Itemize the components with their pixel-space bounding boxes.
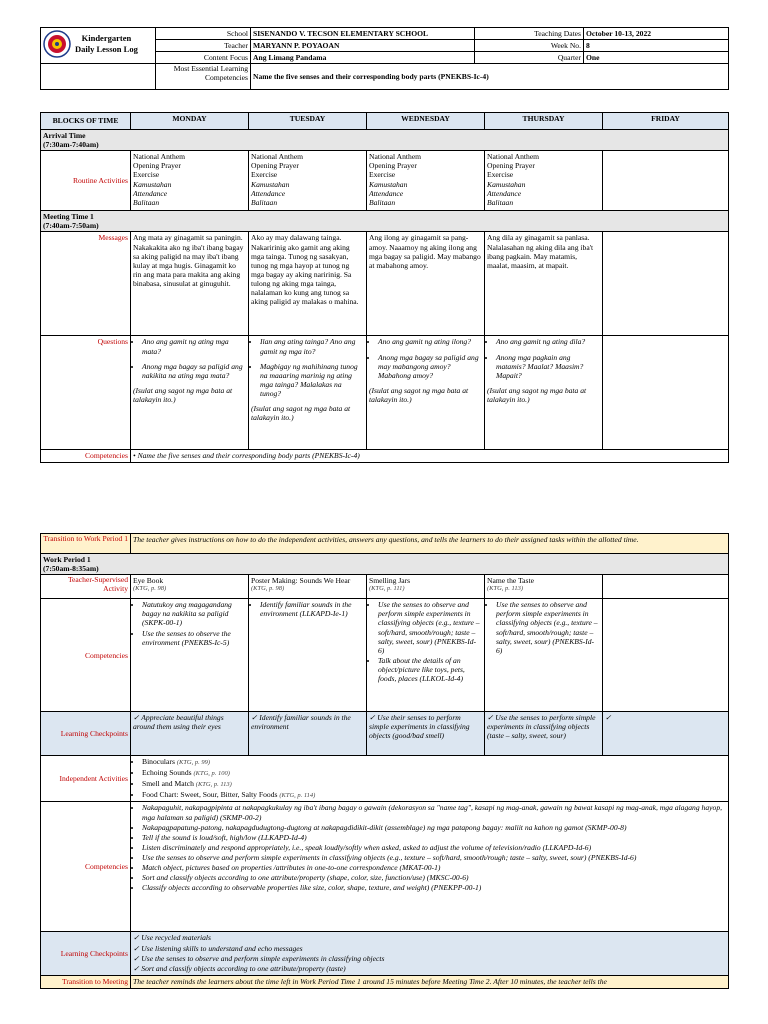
day-friday: FRIDAY: [603, 113, 729, 130]
day-monday: MONDAY: [131, 113, 249, 130]
routine-item: Balitaan: [487, 197, 514, 207]
ia-item: • Echoing Sounds (KTG, p. 100): [142, 768, 726, 778]
routine-friday: [603, 151, 729, 211]
header-title-1: Kindergarten: [81, 32, 132, 43]
question-item: • Anong mga bagay sa paligid ang may mabangong amoy? Mabahong amoy?: [378, 353, 482, 380]
ia-list: [131, 756, 729, 802]
schedule-table-2: [40, 533, 729, 989]
schedule-table-1: [40, 112, 729, 463]
week-value: 8: [584, 40, 729, 52]
routine-wednesday: [367, 151, 485, 211]
routine-tuesday: [249, 151, 367, 211]
work-period-row: [41, 554, 729, 575]
lc-thursday: ✓ Use the senses to perform simple experiments in classifying objects (taste – salty, sweet, sour): [485, 712, 603, 756]
lc-wednesday: ✓ Use their senses to perform simple experiments in classifying objects (good/bad smell): [367, 712, 485, 756]
questions-wednesday: [367, 336, 485, 450]
arrival-title: Arrival Time: [43, 131, 86, 140]
routine-item: National Anthem: [369, 152, 422, 162]
routine-item: Opening Prayer: [369, 161, 417, 171]
routine-item: Opening Prayer: [487, 161, 535, 171]
message-wednesday: Ang ilong ay ginagamit sa pang-amoy. Naaamoy ng aking ilong ang mga bagay sa paligid. May mabango at mabahong amoy.: [367, 232, 485, 336]
routine-thursday: [485, 151, 603, 211]
routine-item: Exercise: [133, 170, 160, 180]
routine-item: Kamustahan: [487, 179, 526, 189]
quarter-value: One: [584, 52, 729, 64]
meeting-title: Meeting Time 1: [43, 212, 94, 222]
routine-item: Opening Prayer: [251, 161, 299, 171]
routine-item: National Anthem: [133, 152, 186, 162]
week-label: Week No.: [475, 40, 584, 52]
competencies-text: Name the five senses and their corresponding body parts (PNEKBS-Ic-4): [137, 451, 360, 461]
arrival-time: (7:30am-7:40am): [43, 140, 99, 150]
activity-friday: [603, 575, 729, 599]
routine-item: Balitaan: [251, 197, 278, 207]
blocks-of-time-header: BLOCKS OF TIME: [41, 113, 131, 130]
question-note: (Isulat ang sagot ng mga bata at talakayin ito.): [133, 385, 233, 404]
ia-item: • Smell and Match (KTG, p. 113): [142, 779, 726, 789]
dates-value: October 10-13, 2022: [584, 28, 729, 40]
routine-item: Balitaan: [133, 197, 160, 207]
activity-monday: Eye Book (KTG, p. 98): [131, 575, 249, 599]
transition-work-text: The teacher gives instructions on how to do the independent activities, answers any questions, and tells the learners to do their assigned tasks within the allotted time.: [131, 534, 729, 554]
question-item: • Ano ang gamit ng ating dila?: [496, 337, 600, 346]
competencies-label: Competencies: [41, 450, 131, 463]
lc-monday: ✓ Appreciate beautiful things around them using their eyes: [131, 712, 249, 756]
question-item: • Anong mga bagay sa paligid ang nakikita na ating mga mata?: [142, 362, 246, 380]
questions-label: Questions: [41, 336, 131, 450]
school-value: SISENANDO V. TECSON ELEMENTARY SCHOOL: [251, 28, 475, 40]
routine-item: Exercise: [487, 170, 514, 180]
routine-monday: [131, 151, 249, 211]
day-tuesday: TUESDAY: [249, 113, 367, 130]
ia-checkpoints-label: Learning Checkpoints: [41, 932, 131, 976]
questions-tuesday: [249, 336, 367, 450]
question-item: • Magbigay ng mahihinang tunog na maaaring marinig ng ating mga tainga? Malalakas na tunog?: [260, 362, 364, 398]
transition-work-label: Transition to Work Period 1: [41, 534, 131, 554]
school-label: School: [156, 28, 251, 40]
wp-checkpoints-label: Learning Checkpoints: [41, 712, 131, 756]
messages-label: Messages: [41, 232, 131, 336]
transition-meeting-text: The teacher reminds the learners about the time left in Work Period Time 1 around 15 minutes before Meeting Time 2. After 10 minutes, the teacher tells the: [131, 976, 729, 988]
questions-thursday: [485, 336, 603, 450]
question-item: • Ilan ang ating tainga? Ano ang gamit ng mga ito?: [260, 337, 364, 355]
day-wednesday: WEDNESDAY: [367, 113, 485, 130]
routine-item: Opening Prayer: [133, 161, 181, 171]
lc-friday: [603, 712, 729, 756]
routine-item: Attendance: [369, 188, 404, 198]
activity-wednesday: Smelling Jars (KTG, p. 111): [367, 575, 485, 599]
lc-tuesday: ✓ Identify familiar sounds in the environment: [249, 712, 367, 756]
routine-item: Attendance: [487, 188, 522, 198]
ia-label: Independent Activities: [41, 756, 131, 802]
deped-seal-icon: [43, 30, 71, 58]
work-time: (7:50am-8:35am): [43, 564, 99, 574]
question-item: • Ano ang gamit ng ating ilong?: [378, 337, 482, 346]
wp-comp-tuesday: • Identify familiar sounds in the environment (LLKAPD-Ie-1): [249, 599, 367, 712]
wp-comp-friday: [603, 599, 729, 712]
routine-item: Exercise: [251, 170, 278, 180]
question-note: (Isulat ang sagot ng mga bata at talakayin ito.): [369, 385, 469, 404]
meeting-time: (7:40am-7:50am): [43, 221, 99, 231]
teacher-label: Teacher: [156, 40, 251, 52]
routine-item: Kamustahan: [133, 179, 172, 189]
ia-item: • Food Chart: Sweet, Sour, Bitter, Salty Foods (KTG, p. 114): [142, 790, 726, 800]
content-focus-value: Ang Limang Pandama: [251, 52, 475, 64]
message-monday: Ang mata ay ginagamit sa paningin. Nakakakita ako ng iba't ibang bagay sa aking paligid na may iba't ibang kulay at mga hugis. Ginagamit ko rin ang mata para makita ang aking binabasa, sinusulat at ginuguhit.: [131, 232, 249, 336]
melc-label: Most Essential Learning Competencies: [156, 64, 251, 90]
header-title-2: Daily Lesson Log: [75, 44, 138, 54]
day-thursday: THURSDAY: [485, 113, 603, 130]
question-item: • Anong mga pagkain ang matamis? Maalat? Maasim? Mapait?: [496, 353, 600, 380]
tsa-label: Teacher-Supervised Activity: [41, 575, 131, 599]
message-friday: [603, 232, 729, 336]
work-title: Work Period 1: [43, 555, 91, 564]
routine-item: Kamustahan: [369, 179, 408, 189]
quarter-label: Quarter: [475, 52, 584, 64]
activity-tuesday: Poster Making: Sounds We Hear (KTG, p. 98): [249, 575, 367, 599]
wp-comp-thursday: • Use the senses to observe and perform simple experiments in classifying objects (e.g., texture – soft/hard, smooth/rough; taste – salty, sweet, sour) (PNEKBS-Id-6): [485, 599, 603, 712]
routine-item: National Anthem: [487, 152, 540, 162]
transition-meeting-label: Transition to Meeting: [41, 976, 131, 988]
question-note: (Isulat ang sagot ng mga bata at talakayin ito.): [251, 404, 351, 423]
ia-checkpoints: ✓ Use recycled materials ✓ Use listening skills to understand and echo messages ✓ Use the senses to observe and perform simple experiments in classifying objects ✓ Sort and classify objects according to one attribute/property (taste): [131, 932, 729, 976]
routine-item: Attendance: [251, 188, 286, 198]
wp-comp-monday: • Natutukoy ang magagandang bagay na nakikita sa paligid (SKPK-00-1) • Use the senses to observe the environment (PNEKBS-Ic-5): [131, 599, 249, 712]
message-tuesday: Ako ay may dalawang tainga. Nakaririnig ako gamit ang aking mga tainga. Tunog ng sasakyan, tunog ng mga hayop at tunog ng mga bagay ay aking naririnig. Sa tulong ng aking mga tainga, nalalaman ko kung ang tunog sa aking paligid ay malakas o mahina.: [249, 232, 367, 336]
routine-item: Exercise: [369, 170, 396, 180]
melc-value: Name the five senses and their corresponding body parts (PNEKBS-Ic-4): [251, 64, 729, 90]
message-thursday: Ang dila ay ginagamit sa panlasa. Nalalasahan ng aking dila ang iba't ibang pagkain. May matamis, maalat, maasim, at mapait.: [485, 232, 603, 336]
arrival-time-row: [41, 130, 729, 151]
ia-item: • Binoculars (KTG, p. 99): [142, 757, 726, 767]
question-item: • Ano ang gamit ng ating mga mata?: [142, 337, 246, 355]
questions-friday: [603, 336, 729, 450]
routine-label: Routine Activities: [41, 151, 131, 211]
question-note: (Isulat ang sagot ng mga bata at talakayin ito.): [487, 385, 587, 404]
questions-monday: [131, 336, 249, 450]
dates-label: Teaching Dates: [475, 28, 584, 40]
header-logo-cell: [41, 28, 156, 64]
routine-item: Balitaan: [369, 197, 396, 207]
meeting-time-row: [41, 211, 729, 232]
content-focus-label: Content Focus: [156, 52, 251, 64]
competencies-value: • Name the five senses and their corresponding body parts (PNEKBS-Ic-4): [131, 450, 729, 463]
activity-thursday: Name the Taste (KTG, p. 113): [485, 575, 603, 599]
wp-comp-wednesday: • Use the senses to observe and perform simple experiments in classifying objects (e.g., texture – soft/hard, smooth/rough; taste – salty, sweet, sour) (PNEKBS-Id-6) • Talk about the details of an object/picture like toys, pets, foods, places (LLKOL-Id-4): [367, 599, 485, 712]
teacher-value: MARYANN P. POYAOAN: [251, 40, 475, 52]
wp-competencies-label: Competencies: [41, 599, 131, 712]
routine-item: Attendance: [133, 188, 168, 198]
ia-competencies-label: Competencies: [41, 802, 131, 932]
header-table: [40, 27, 729, 90]
routine-item: Kamustahan: [251, 179, 290, 189]
routine-item: National Anthem: [251, 152, 304, 162]
ia-competencies: • Nakapaguhit, nakapagpipinta at nakapagkukulay ng iba't ibang bagay o gawain (dekorasyon sa "name tag", kasapi ng mag-anak, gawain ng bawat kasapi ng mag-anak, mga alagang hayop, mga halaman sa paligid) (SKMP-00-2) • Nakapagpapatung-patong, nakapagdudugtong-dugtong at nakapagdidikit-dikit (assemblage) ng mga patapong bagay: maliit na kahon ng gamot (SKMP-00-8) • Tell if the sound is loud/soft, high/low (LLKAPD-Id-4) • Listen discriminately and respond appropriately, i.e., speak loudly/softly when asked, asked to adjust the volume of television/radio (LLKAPD-Id-6) • Use the senses to observe and perform simple experiments in classifying objects (e.g., texture – soft/hard, smooth/rough; taste – salty, sweet, sour) (PNEKBS-Id-6) • Match object, pictures based on properties /attributes in one-to-one correspondence (MKAT-00-1) • Sort and classify objects according to one attribute/property (shape, color, size, function/use) (MKSC-00-6) • Classify objects according to observable properties like size, color, shape, texture, and weight) (PNEKPP-00-1): [131, 802, 729, 932]
